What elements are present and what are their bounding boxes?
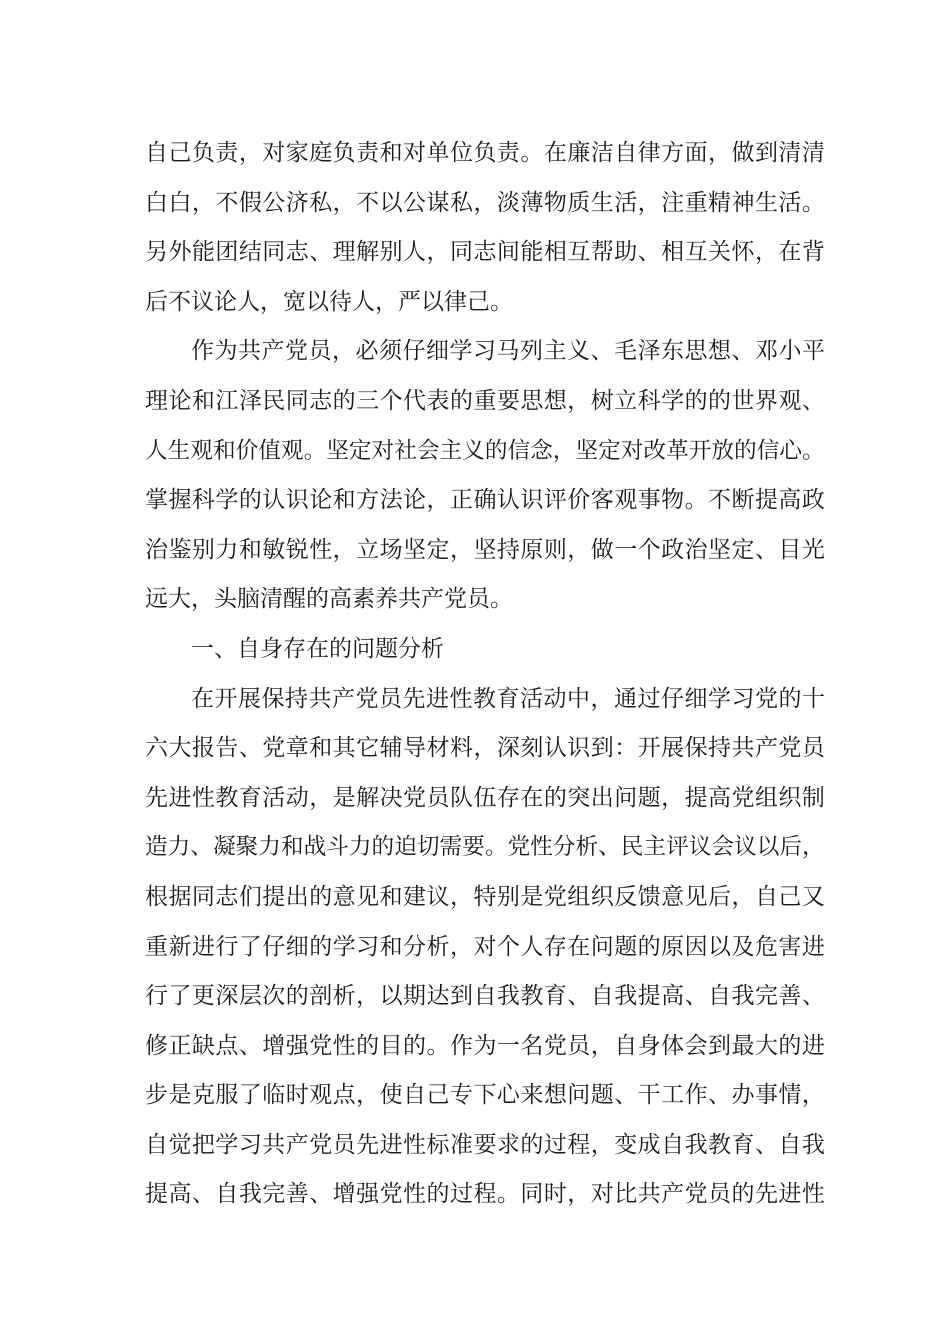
document-body [145,129,825,1220]
text-line: 自己负责，对家庭负责和对单位负责。在廉洁自律方面，做到清清 [145,140,826,166]
text-line: 人生观和价值观。坚定对社会主义的信念，坚定对改革开放的信心。 [145,437,825,464]
text-line: 另外能团结同志、理解别人，同志间能相互帮助、相互关怀，在背 [145,239,826,266]
text-line: 提高、自我完善、增强党性的过程。同时，对比共产党员的先进性 [145,1181,826,1208]
text-line: 掌握科学的认识论和方法论，正确认识评价客观事物。不断提高政 [145,487,826,514]
text-line: 根据同志们提出的意见和建议，特别是党组织反馈意见后，自己又 [145,883,826,910]
text-line: 在开展保持共产党员先进性教育活动中，通过仔细学习党的十 [191,685,826,712]
text-line: 重新进行了仔细的学习和分析，对个人存在问题的原因以及危害进 [145,933,826,960]
text-line: 治鉴别力和敏锐性，立场坚定，坚持原则，做一个政治坚定、目光 [145,536,826,563]
text-line: 白白，不假公济私，不以公谋私，淡薄物质生活，注重精神生活。 [145,189,826,216]
text-line: 造力、凝聚力和战斗力的迫切需要。党性分析、民主评议会议以后， [145,834,825,861]
text-line: 自觉把学习共产党员先进性标准要求的过程，变成自我教育、自我 [145,1131,826,1158]
text-line: 先进性教育活动，是解决党员队伍存在的突出问题，提高党组织制 [145,784,826,811]
text-line: 作为共产党员，必须仔细学习马列主义、毛泽东思想、邓小平 [191,338,826,365]
text-line: 远大，头脑清醒的高素养共产党员。 [145,586,513,613]
text-line: 行了更深层次的剖析，以期达到自我教育、自我提高、自我完善、 [145,983,826,1010]
text-line: 理论和江泽民同志的三个代表的重要思想，树立科学的的世界观、 [145,387,826,414]
text-line: 后不议论人，宽以待人，严以律己。 [145,288,513,315]
text-line: 修正缺点、增强党性的目的。作为一名党员，自身体会到最大的进 [145,1032,826,1059]
text-line: 六大报告、党章和其它辅导材料，深刻认识到：开展保持共产党员 [145,735,826,762]
text-line: 步是克服了临时观点，使自己专下心来想问题、干工作、办事情， [145,1082,826,1109]
text-line: 一、自身存在的问题分析 [191,635,444,662]
